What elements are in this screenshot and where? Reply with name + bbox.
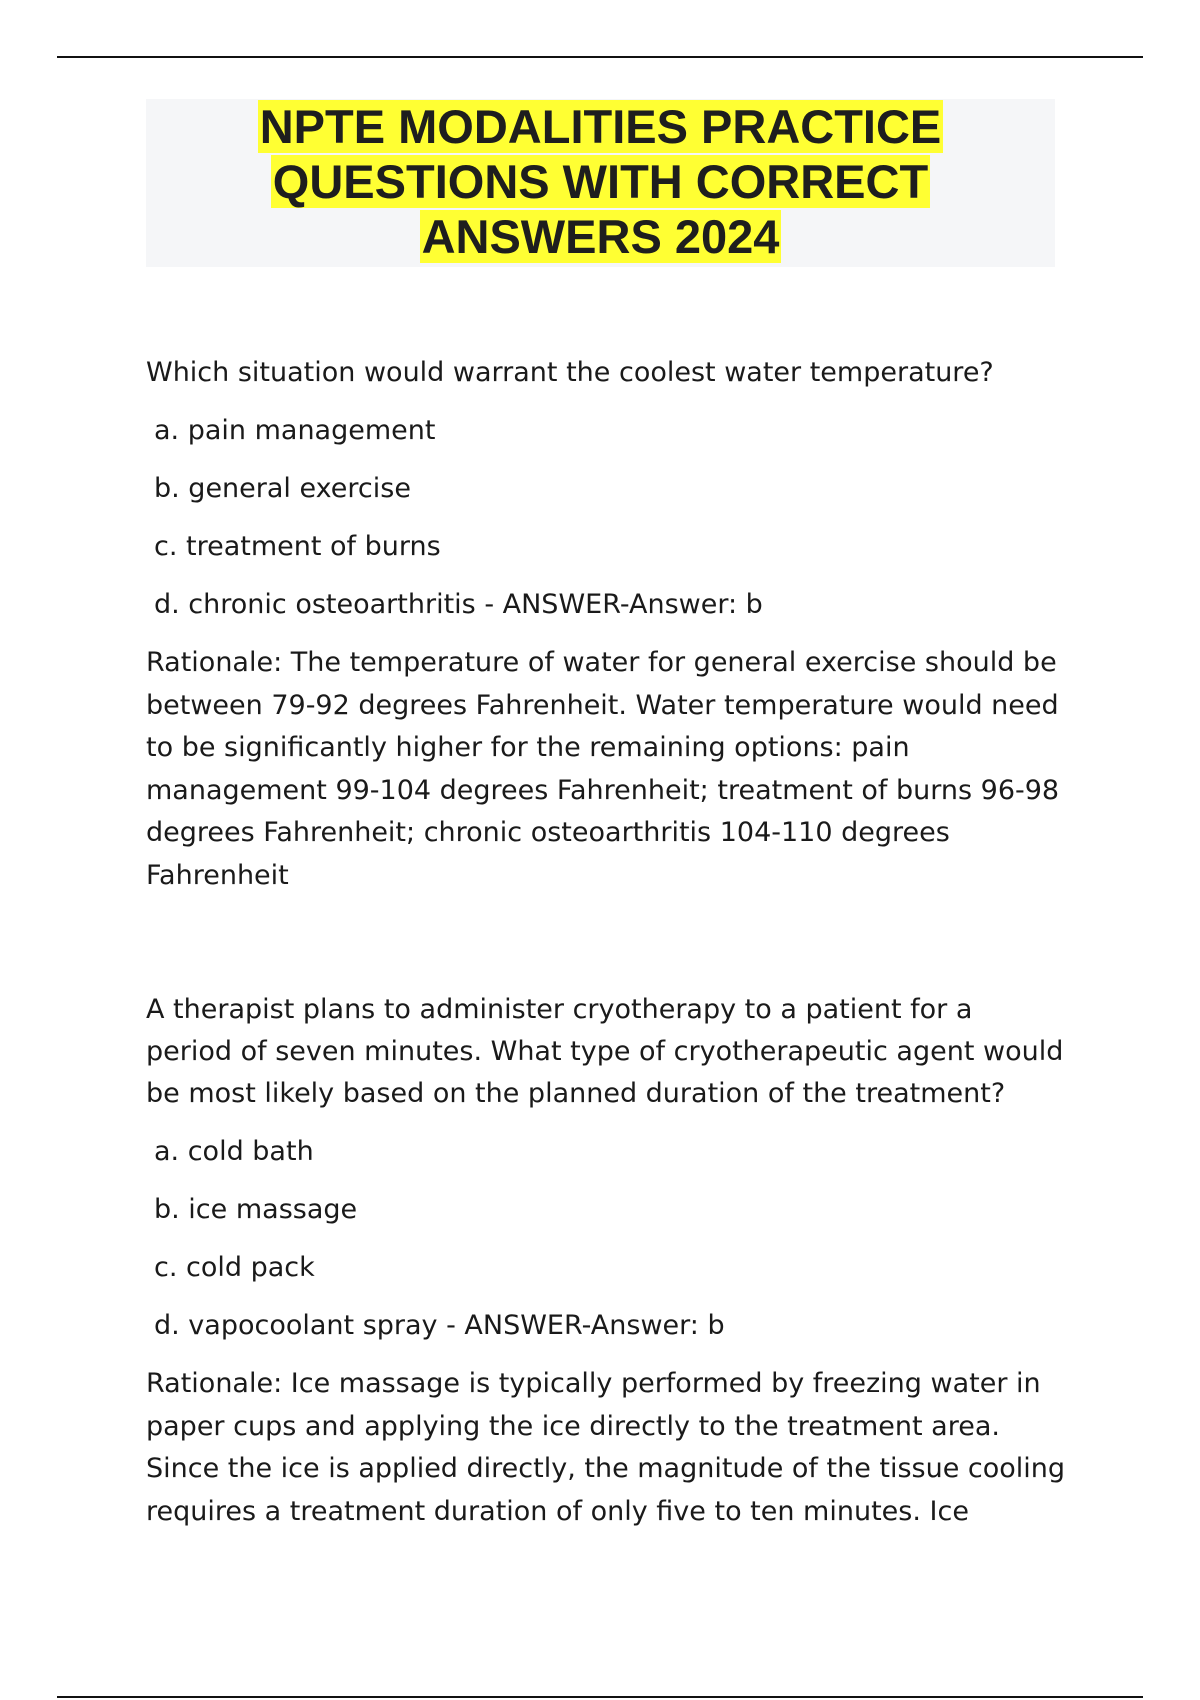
title-line-1-text: NPTE MODALITIES PRACTICE	[259, 100, 942, 153]
title-line-2	[146, 154, 1055, 209]
answer-option-b: b. general exercise	[154, 473, 411, 504]
question-block-1	[146, 352, 1066, 897]
question-block-2	[146, 989, 1066, 1533]
document-title-box	[146, 99, 1055, 267]
bottom-rule	[57, 1696, 1143, 1698]
top-rule	[57, 56, 1143, 58]
title-line-1	[146, 99, 1055, 154]
answer-option-a: a. pain management	[154, 415, 436, 446]
title-line-3	[146, 209, 1055, 264]
title-line-2-text: QUESTIONS WITH CORRECT	[272, 155, 929, 208]
question-text: Which situation would warrant the coolest water temperature?	[146, 357, 994, 388]
answer-option-d: d. vapocoolant spray - ANSWER-Answer: b	[154, 1310, 725, 1341]
rationale-text: Rationale: Ice massage is typically performed by freezing water in paper cups and applying the ice directly to the treatment area. Since the ice is applied directly, the magnitude of the tissue cooling requires a treatment duration of only five to ten minutes. Ice	[146, 1368, 1066, 1527]
document-body	[146, 352, 1066, 1533]
title-line-3-text: ANSWERS 2024	[421, 210, 780, 263]
answer-option-c: c. treatment of burns	[154, 531, 441, 562]
rationale-text: Rationale: The temperature of water for general exercise should be between 79-92 degrees Fahrenheit. Water temperature would need to be significantly higher for the remaining options: pain management 99-104 degrees Fahrenheit; treatment of burns 96-98 degrees Fahrenheit; chronic osteoarthritis 104-110 degrees Fahrenheit	[146, 647, 1060, 891]
answer-option-b: b. ice massage	[154, 1194, 358, 1225]
question-text: A therapist plans to administer cryotherapy to a patient for a period of seven minutes. What type of cryotherapeutic agent would be most likely based on the planned duration of the treatment?	[146, 994, 1064, 1109]
answer-option-c: c. cold pack	[154, 1252, 315, 1283]
section-spacer	[146, 897, 1066, 989]
answer-option-a: a. cold bath	[154, 1136, 314, 1167]
answer-option-d: d. chronic osteoarthritis - ANSWER-Answer: b	[154, 589, 763, 620]
